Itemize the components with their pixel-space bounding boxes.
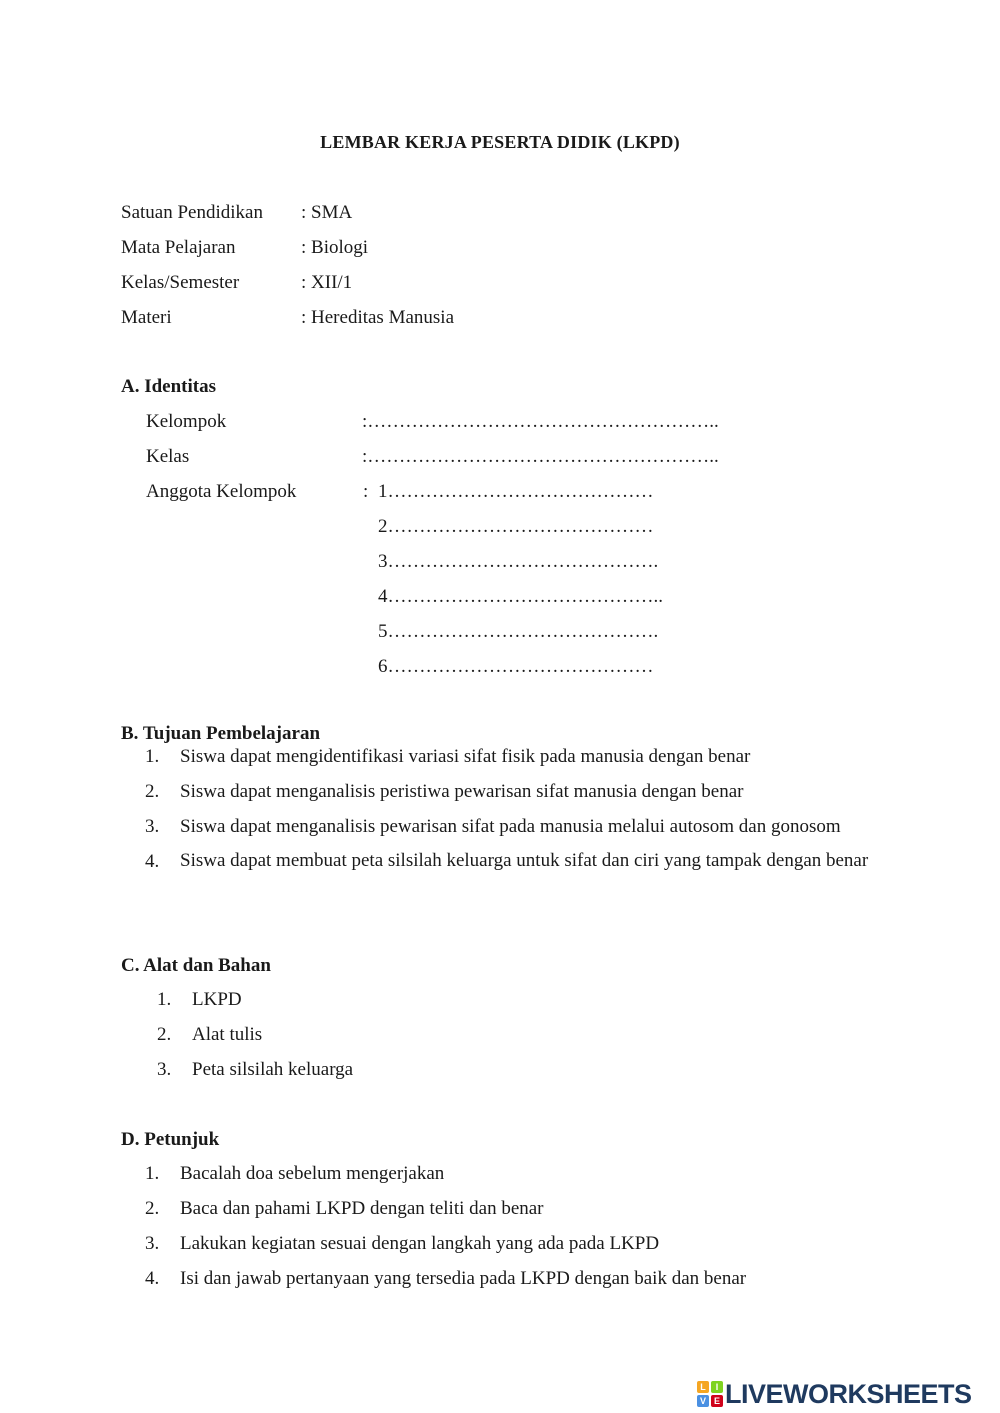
list-item: Siswa dapat membuat peta silsilah keluarga untuk sifat dan ciri yang tampak dengan benar — [180, 850, 869, 871]
list-item: Alat tulis — [192, 1024, 263, 1045]
section-heading-petunjuk: D. Petunjuk — [121, 1129, 220, 1150]
info-value: : Biologi — [301, 237, 369, 258]
liveworksheets-wordmark: LIVEWORKSHEETS — [725, 1378, 972, 1409]
kelas-label: Kelas — [146, 446, 190, 467]
member-field[interactable]: 1…………………………………… — [378, 481, 654, 502]
info-label: Mata Pelajaran — [121, 237, 236, 258]
info-value: : SMA — [301, 202, 353, 223]
list-item: Siswa dapat menganalisis peristiwa pewarisan sifat manusia dengan benar — [180, 781, 744, 802]
list-item: Lakukan kegiatan sesuai dengan langkah yang ada pada LKPD — [180, 1233, 660, 1254]
member-field[interactable]: 2…………………………………… — [378, 516, 654, 537]
list-number: 1. — [145, 1163, 160, 1184]
member-field[interactable]: 4…………………………………….. — [378, 586, 663, 607]
list-item: Peta silsilah keluarga — [192, 1059, 354, 1080]
section-heading-tujuan: B. Tujuan Pembelajaran — [121, 723, 321, 744]
info-label: Satuan Pendidikan — [121, 202, 263, 223]
info-label: Kelas/Semester — [121, 272, 240, 293]
list-number: 4. — [145, 1268, 160, 1289]
list-item: Bacalah doa sebelum mengerjakan — [180, 1163, 445, 1184]
list-number: 4. — [145, 851, 160, 872]
kelompok-label: Kelompok — [146, 411, 227, 432]
info-value: : XII/1 — [301, 272, 353, 293]
list-number: 2. — [145, 1198, 160, 1219]
list-number: 2. — [145, 781, 160, 802]
list-number: 2. — [157, 1024, 172, 1045]
section-heading-identitas: A. Identitas — [121, 376, 217, 397]
list-number: 3. — [157, 1059, 172, 1080]
member-field[interactable]: 3……………………………………. — [378, 551, 659, 572]
list-item: Baca dan pahami LKPD dengan teliti dan benar — [180, 1198, 544, 1219]
logo-letter: V — [697, 1395, 709, 1407]
info-label: Materi — [121, 307, 172, 328]
kelas-field[interactable]: :……………………………………………….. — [362, 446, 719, 467]
list-item: Siswa dapat mengidentifikasi variasi sifat fisik pada manusia dengan benar — [180, 746, 751, 767]
logo-letter: L — [697, 1381, 709, 1393]
anggota-label: Anggota Kelompok — [146, 481, 297, 502]
logo-letter: I — [711, 1381, 723, 1393]
info-value: : Hereditas Manusia — [301, 307, 455, 328]
list-number: 3. — [145, 1233, 160, 1254]
list-item: LKPD — [192, 989, 242, 1010]
page-title: LEMBAR KERJA PESERTA DIDIK (LKPD) — [320, 132, 680, 152]
liveworksheets-logo-icon — [697, 1381, 723, 1407]
list-number: 1. — [157, 989, 172, 1010]
list-number: 3. — [145, 816, 160, 837]
section-heading-alat: C. Alat dan Bahan — [121, 955, 271, 976]
member-field[interactable]: 5……………………………………. — [378, 621, 659, 642]
kelompok-field[interactable]: :……………………………………………….. — [362, 411, 719, 432]
anggota-colon: : — [363, 481, 369, 502]
member-field[interactable]: 6…………………………………… — [378, 656, 654, 677]
liveworksheets-watermark — [697, 1378, 972, 1410]
logo-letter: E — [711, 1395, 723, 1407]
list-item: Isi dan jawab pertanyaan yang tersedia pada LKPD dengan baik dan benar — [180, 1268, 747, 1289]
list-item: Siswa dapat menganalisis pewarisan sifat pada manusia melalui autosom dan gonosom — [180, 816, 841, 837]
list-number: 1. — [145, 746, 160, 767]
